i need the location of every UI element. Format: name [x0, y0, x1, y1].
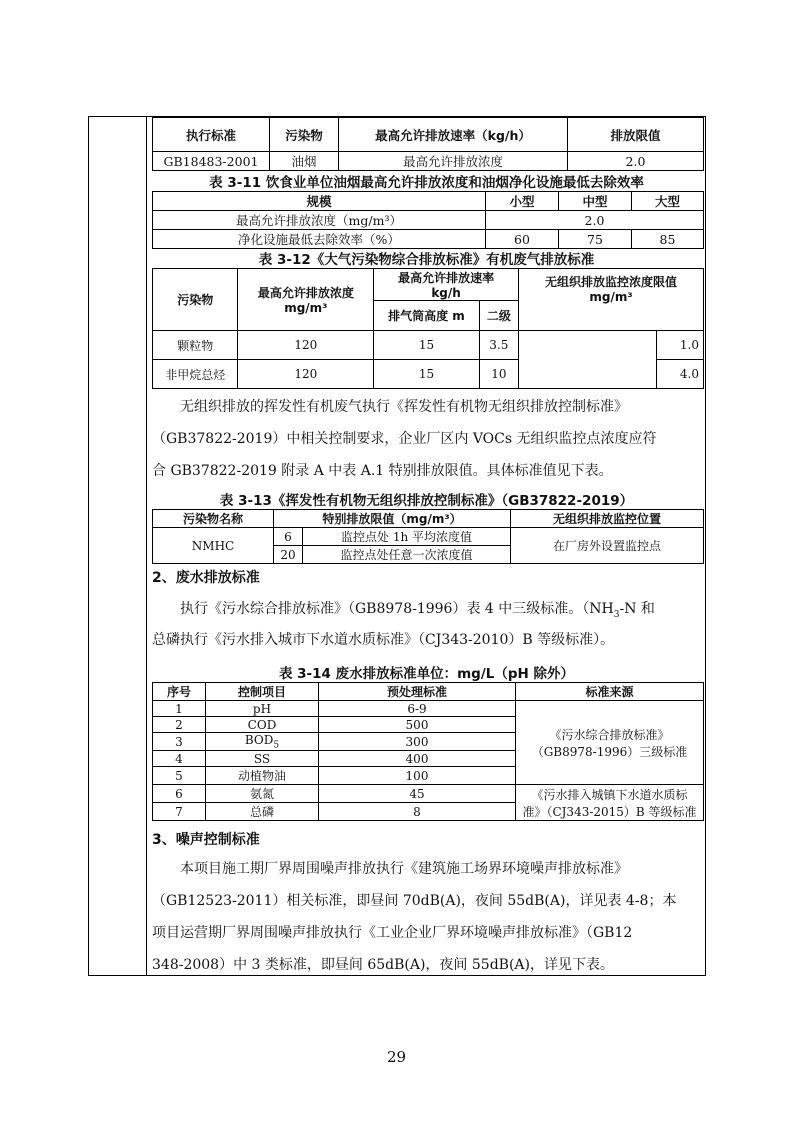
t313-value: 20 — [274, 546, 303, 564]
t314-no: 7 — [153, 803, 206, 821]
section-3-line-2: （GB12523-2011）相关标准，即昼间 70dB(A)，夜间 55dB(A)，详见表 4-8；本 — [152, 893, 677, 909]
t314-no: 2 — [153, 717, 206, 733]
t313-location: 在厂房外设置监控点 — [511, 528, 704, 564]
table-3-11 — [152, 191, 704, 249]
t310-cell: 油烟 — [270, 152, 339, 171]
t312-cell: 4.0 — [656, 360, 703, 389]
t313-header-name: 污染物名称 — [153, 510, 274, 528]
t314-value: 100 — [319, 767, 516, 785]
t312-cell: 颗粒物 — [153, 331, 238, 360]
t312-header-rate — [374, 269, 519, 301]
section-2-line-1b: -N 和 — [619, 601, 655, 617]
t314-no: 6 — [153, 785, 206, 803]
t311-header-small: 小型 — [486, 192, 559, 211]
para-1-line-3: 合 GB37822-2019 附录 A 中表 A.1 特别排放限值。具体标准值见下表。 — [152, 463, 613, 479]
t310-header-standard: 执行标准 — [153, 118, 270, 152]
t311-row-value: 60 — [486, 230, 559, 249]
t312-header-unorg — [518, 269, 703, 331]
t314-source-1b: （GB8978-1996）三级标准 — [531, 744, 688, 759]
t314-item-bod-sub: 5 — [273, 740, 280, 751]
t312-cell: 15 — [374, 360, 480, 389]
t314-source-2 — [516, 785, 704, 821]
t312-caption: 表 3-12《大气污染物综合排放标准》有机废气排放标准 — [258, 252, 595, 268]
t314-source-1 — [516, 701, 704, 785]
t312-header-conc — [238, 269, 374, 331]
t314-no: 1 — [153, 701, 206, 717]
t314-item: COD — [206, 717, 319, 733]
t313-value: 6 — [274, 528, 303, 546]
t314-value: 45 — [319, 785, 516, 803]
section-2-line-1-sub: 3 — [613, 609, 620, 620]
t314-item: 总磷 — [206, 803, 319, 821]
t314-source-2a: 《污水排入城镇下水道水质标 — [531, 787, 688, 802]
t312-cell: 120 — [238, 360, 374, 389]
t312-header-rate-unit: kg/h — [431, 286, 461, 300]
section-3-line-4: 348-2008）中 3 类标准，即昼间 65dB(A)，夜间 55dB(A)，详见下表。 — [152, 957, 614, 973]
t312-header-height: 排气筒高度 m — [374, 301, 480, 331]
t313-header-limit: 特别排放限值（mg/m³） — [274, 510, 511, 528]
left-label-column — [89, 117, 147, 975]
t312-header-unorg-label: 无组织排放监控浓度限值 — [544, 275, 677, 289]
t314-no: 4 — [153, 751, 206, 767]
t312-header-conc-unit: mg/m³ — [284, 301, 328, 315]
t312-cell: 15 — [374, 331, 480, 360]
t312-cell: 3.5 — [479, 331, 518, 360]
t314-no: 3 — [153, 733, 206, 751]
section-3-line-1: 本项目施工期厂界周围噪声排放执行《建筑施工场界环境噪声排放标准》 — [180, 861, 628, 877]
t314-value: 6-9 — [319, 701, 516, 717]
page-number: 29 — [386, 1048, 407, 1066]
t314-value: 400 — [319, 751, 516, 767]
t311-row-value: 75 — [559, 230, 632, 249]
t314-header-standard: 预处理标准 — [319, 683, 516, 701]
t311-caption: 表 3-11 饮食业单位油烟最高允许排放浓度和油烟净化设施最低去除效率 — [209, 175, 644, 191]
t314-no: 5 — [153, 767, 206, 785]
t314-value: 8 — [319, 803, 516, 821]
t313-desc: 监控点处 1h 平均浓度值 — [303, 528, 511, 546]
t314-item: SS — [206, 751, 319, 767]
t310-cell: GB18483-2001 — [153, 152, 270, 171]
t312-cell: 1.0 — [656, 331, 703, 360]
t310-header-limit: 排放限值 — [568, 118, 704, 152]
t312-empty-cell — [518, 331, 656, 389]
t314-item: 氨氮 — [206, 785, 319, 803]
t312-header-conc-label: 最高允许排放浓度 — [257, 286, 354, 300]
t311-header-large: 大型 — [632, 192, 704, 211]
t310-cell: 最高允许排放浓度 — [339, 152, 568, 171]
section-3-heading: 3、噪声控制标准 — [152, 832, 260, 848]
t312-header-level: 二级 — [479, 301, 518, 331]
t313-desc: 监控点处任意一次浓度值 — [303, 546, 511, 564]
section-2-line-1a: 执行《污水综合排放标准》（GB8978-1996）表 4 中三级标准。（NH — [180, 601, 614, 617]
table-3-10 — [152, 117, 704, 171]
t314-source-1a: 《污水综合排放标准》 — [549, 727, 670, 742]
page-frame — [88, 116, 706, 976]
table-3-13 — [152, 509, 704, 564]
para-1-line-2: （GB37822-2019）中相关控制要求，企业厂区内 VOCs 无组织监控点浓度应符 — [152, 431, 657, 447]
t312-cell: 10 — [479, 360, 518, 389]
t311-row-label: 净化设施最低去除效率（%） — [153, 230, 486, 249]
t311-header-medium: 中型 — [559, 192, 632, 211]
t313-name: NMHC — [153, 528, 274, 564]
t311-row-label: 最高允许排放浓度（mg/m³） — [153, 211, 486, 230]
t314-header-item: 控制项目 — [206, 683, 319, 701]
t310-header-rate: 最高允许排放速率（kg/h） — [339, 118, 568, 152]
t312-cell: 非甲烷总烃 — [153, 360, 238, 389]
t311-row-value: 2.0 — [486, 211, 704, 230]
t311-header-scale: 规模 — [153, 192, 486, 211]
table-3-12 — [152, 268, 704, 389]
t314-item: pH — [206, 701, 319, 717]
t310-header-pollutant: 污染物 — [270, 118, 339, 152]
section-2-heading: 2、废水排放标准 — [152, 570, 260, 586]
t314-header-source: 标准来源 — [516, 683, 704, 701]
t314-item: 动植物油 — [206, 767, 319, 785]
section-3-line-3: 项目运营期厂界周围噪声排放执行《工业企业厂界环境噪声排放标准》（GB12 — [152, 925, 633, 941]
t314-value: 300 — [319, 733, 516, 751]
t314-item — [206, 733, 319, 751]
t311-row-value: 85 — [632, 230, 704, 249]
table-3-14 — [152, 682, 704, 821]
t312-header-pollutant: 污染物 — [153, 269, 238, 331]
t312-cell: 120 — [238, 331, 374, 360]
t313-caption: 表 3-13《挥发性有机物无组织排放控制标准》（GB37822-2019） — [219, 493, 634, 509]
t314-item-bod: BOD — [244, 733, 274, 747]
t313-header-location: 无组织排放监控位置 — [511, 510, 704, 528]
t314-caption: 表 3-14 废水排放标准单位：mg/L（pH 除外） — [278, 666, 575, 682]
para-1-line-1: 无组织排放的挥发性有机废气执行《挥发性有机物无组织排放控制标准》 — [180, 399, 628, 415]
t314-header-no: 序号 — [153, 683, 206, 701]
t314-source-2b: 准》（CJ343-2015）B 等级标准 — [522, 804, 697, 819]
t310-cell: 2.0 — [568, 152, 704, 171]
t312-header-rate-label: 最高允许排放速率 — [398, 271, 495, 285]
t312-header-unorg-unit: mg/m³ — [589, 290, 633, 304]
section-2-line-2: 总磷执行《污水排入城市下水道水质标准》（CJ343-2010）B 等级标准）。 — [152, 632, 615, 648]
t314-value: 500 — [319, 717, 516, 733]
